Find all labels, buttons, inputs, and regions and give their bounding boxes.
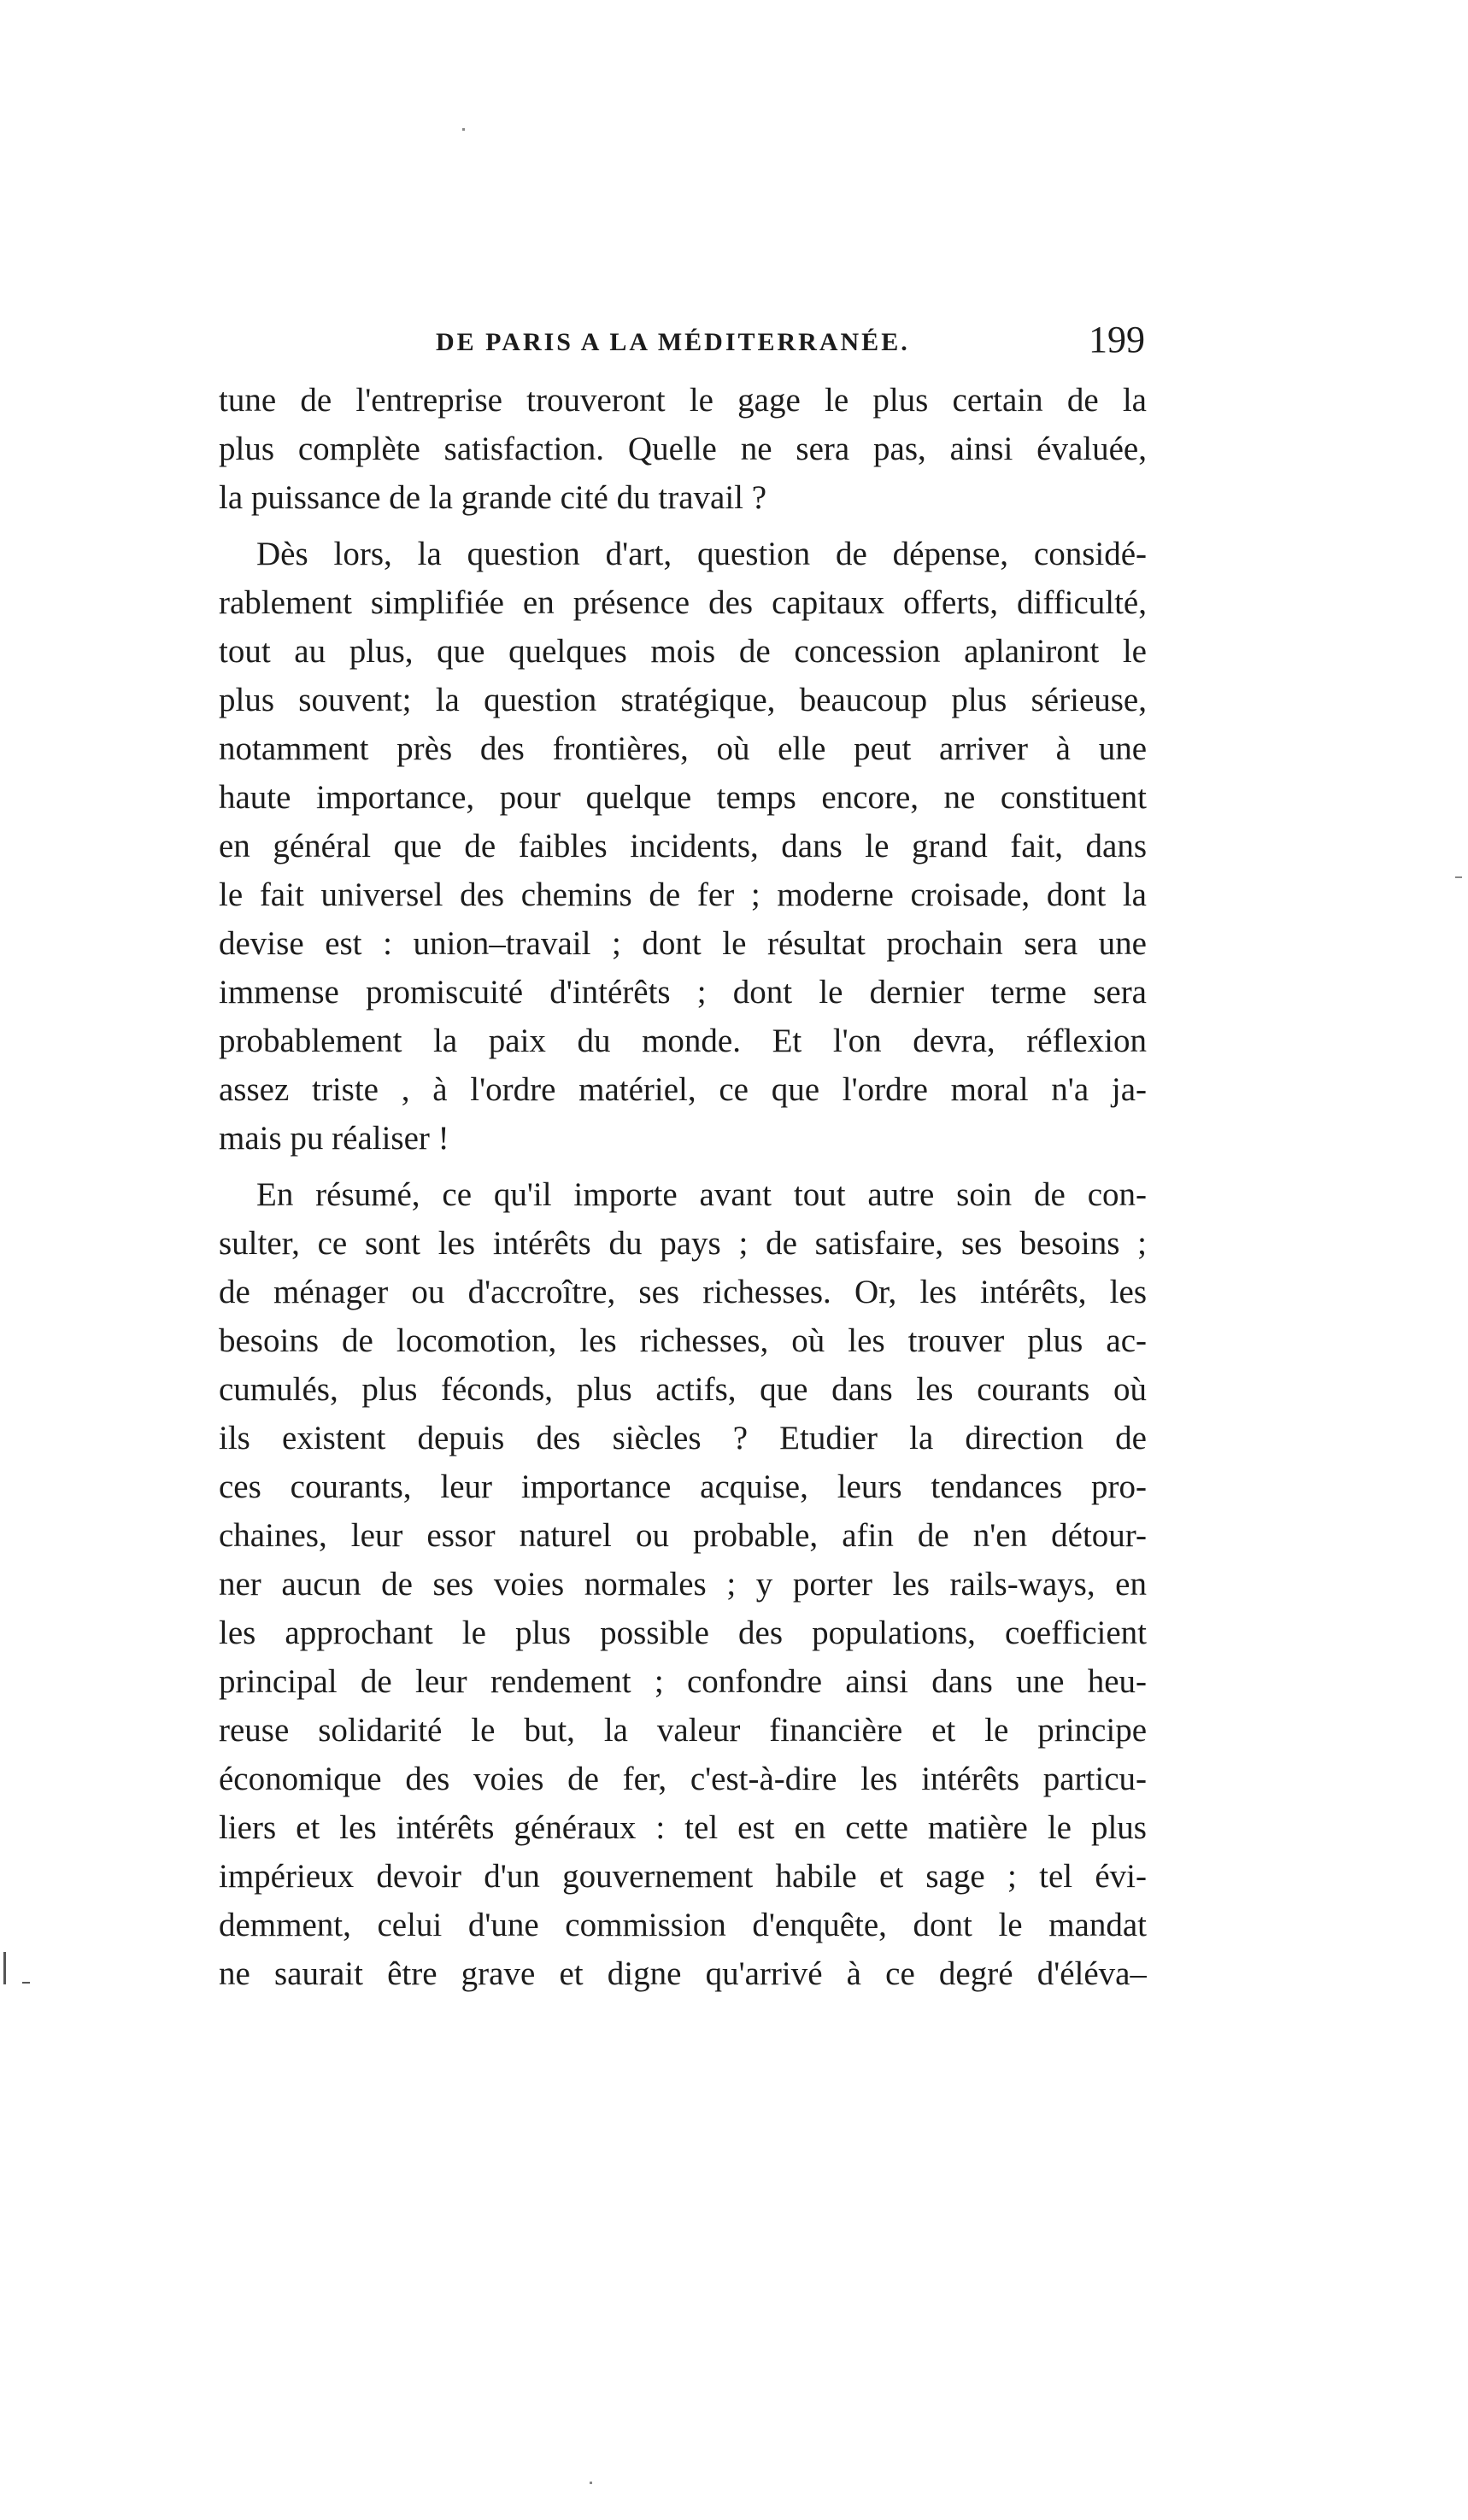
running-title: DE PARIS A LA MÉDITERRANÉE. — [436, 328, 910, 356]
text-line: économique des voies de fer, c'est-à-dire les intérêts particu- — [219, 1761, 1147, 1797]
text-line: chaines, leur essor naturel ou probable, afin de n'en détour- — [219, 1517, 1147, 1554]
text-line: en général que de faibles incidents, dans le grand fait, dans — [219, 828, 1147, 864]
text-line: impérieux devoir d'un gouvernement habile et sage ; tel évi- — [219, 1858, 1147, 1895]
text-line: de ménager ou d'accroître, ses richesses. Or, les intérêts, les — [219, 1274, 1147, 1310]
scan-edge-mark — [3, 1952, 6, 1984]
body-text — [219, 376, 1147, 1998]
paragraph-gap — [219, 522, 1147, 530]
scan-speck — [590, 2482, 592, 2484]
text-line: mais pu réaliser ! — [219, 1120, 449, 1157]
scan-speck — [462, 128, 465, 131]
text-line: principal de leur rendement ; confondre ainsi dans une heu- — [219, 1663, 1147, 1700]
text-line: cumulés, plus féconds, plus actifs, que dans les courants où — [219, 1371, 1147, 1408]
text-line: notamment près des frontières, où elle peut arriver à une — [219, 730, 1147, 767]
text-line: haute importance, pour quelque temps encore, ne constituent — [219, 779, 1147, 816]
scan-speck — [1455, 876, 1462, 878]
text-line: besoins de locomotion, les richesses, où les trouver plus ac- — [219, 1322, 1147, 1359]
text-line: liers et les intérêts généraux : tel est en cette matière le plus — [219, 1809, 1147, 1846]
text-line: le fait universel des chemins de fer ; moderne croisade, dont la — [219, 876, 1147, 913]
text-line: ne saurait être grave et digne qu'arrivé à ce degré d'éléva– — [219, 1955, 1147, 1992]
text-line: ils existent depuis des siècles ? Etudier la direction de — [219, 1420, 1147, 1456]
text-line: immense promiscuité d'intérêts ; dont le dernier terme sera — [219, 974, 1147, 1011]
text-line: tout au plus, que quelques mois de concession aplaniront le — [219, 633, 1147, 670]
text-line: En résumé, ce qu'il importe avant tout autre soin de con- — [256, 1176, 1147, 1213]
page-number: 199 — [1089, 319, 1145, 360]
text-line: ces courants, leur importance acquise, leurs tendances pro- — [219, 1468, 1147, 1505]
text-line: ner aucun de ses voies normales ; y porter les rails-ways, en — [219, 1566, 1147, 1603]
text-line: les approchant le plus possible des populations, coefficient — [219, 1615, 1147, 1651]
text-line: probablement la paix du monde. Et l'on devra, réflexion — [219, 1023, 1147, 1059]
text-line: plus complète satisfaction. Quelle ne sera pas, ainsi évaluée, — [219, 431, 1147, 467]
text-line: devise est : union–travail ; dont le résultat prochain sera une — [219, 925, 1147, 962]
text-line: assez triste , à l'ordre matériel, ce que l'ordre moral n'a ja- — [219, 1071, 1147, 1108]
text-line: demment, celui d'une commission d'enquête, dont le mandat — [219, 1907, 1147, 1943]
text-line: sulter, ce sont les intérêts du pays ; de satisfaire, ses besoins ; — [219, 1225, 1147, 1262]
paragraph-gap — [219, 1163, 1147, 1170]
running-head — [220, 318, 1145, 369]
text-line: rablement simplifiée en présence des capitaux offerts, difficulté, — [219, 584, 1147, 621]
text-line: reuse solidarité le but, la valeur financière et le principe — [219, 1712, 1147, 1749]
text-line: la puissance de la grande cité du travail ? — [219, 479, 767, 516]
text-line: plus souvent; la question stratégique, beaucoup plus sérieuse, — [219, 682, 1147, 718]
scan-edge-mark — [22, 1982, 30, 1984]
text-line: Dès lors, la question d'art, question de dépense, considé- — [256, 536, 1147, 572]
text-line: tune de l'entreprise trouveront le gage le plus certain de la — [219, 382, 1147, 419]
